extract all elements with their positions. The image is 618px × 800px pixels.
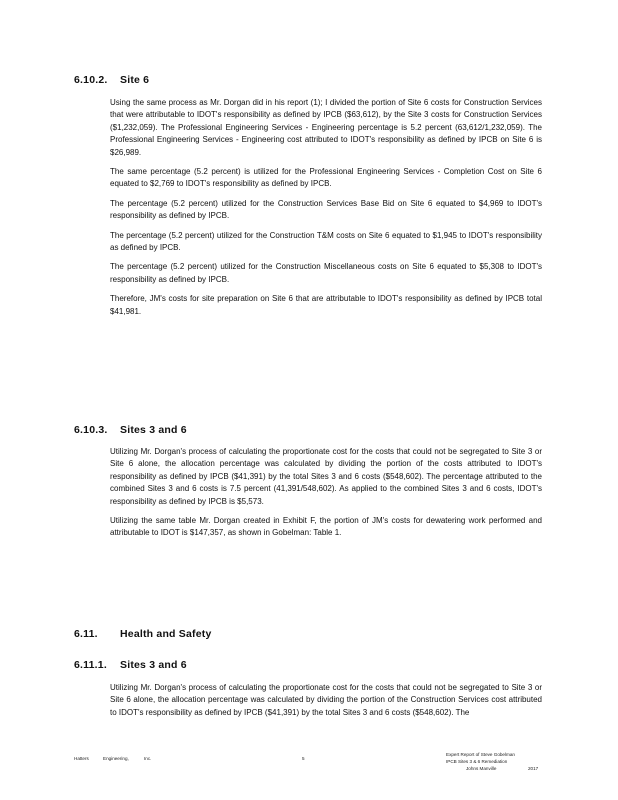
section-heading-6-10-3 bbox=[74, 424, 187, 436]
section-title: Sites 3 and 6 bbox=[120, 659, 187, 671]
section-number: 6.11. bbox=[74, 628, 98, 640]
section-title: Site 6 bbox=[120, 74, 150, 86]
paragraph: Utilizing the same table Mr. Dorgan created in Exhibit F, the portion of JM's costs for dewatering work performed and attributable to IDOT is $147,357, as shown in Gobelman: Table 1. bbox=[110, 516, 542, 538]
section-number: 6.10.2. bbox=[74, 74, 108, 86]
section-body-6-10-2 bbox=[110, 97, 542, 325]
section-body-6-10-3 bbox=[110, 446, 542, 547]
section-title: Sites 3 and 6 bbox=[120, 424, 187, 436]
footer-report-title: Expert Report of Steve Gobelman bbox=[446, 752, 515, 757]
paragraph: Utilizing Mr. Dorgan's process of calculating the proportionate cost for the costs that could not be segregated to Site 3 or Site 6 alone, the allocation percentage was calculated by dividing the portion of the costs attributed to IDOT's responsibility as defined by IPCB ($41,391) by the total Sites 3 and 6 costs ($548,602). The percentage attributed to the combined Sites 3 and 6 costs is 7.5 percent (41,391/548,602). As applied to the combined Sites 3 and 6 costs, IDOT's responsibility as defined by IPCB is $5,573. bbox=[110, 447, 542, 506]
section-title: Health and Safety bbox=[120, 628, 212, 640]
footer-company-suffix: Inc. bbox=[144, 756, 152, 761]
paragraph: The percentage (5.2 percent) utilized for the Construction T&M costs on Site 6 equated to $1,945 to IDOT's responsibility as defined by IPCB. bbox=[110, 230, 542, 253]
footer-page-number: 5 bbox=[302, 756, 305, 761]
footer-company-type: Engineering, bbox=[103, 756, 129, 761]
paragraph: The percentage (5.2 percent) utilized for the Construction Services Base Bid on Site 6 equated to $4,969 to IDOT's responsibility as defined by IPCB. bbox=[110, 198, 542, 221]
section-number: 6.11.1. bbox=[74, 659, 107, 671]
footer-report-subject: IPCB Sites 3 & 6 Remediation bbox=[446, 759, 508, 764]
footer-company-name: Hatters bbox=[74, 756, 89, 761]
paragraph: Therefore, JM's costs for site preparation on Site 6 that are attributable to IDOT's responsibility as defined by IPCB total $41,981. bbox=[110, 294, 542, 316]
footer-client: Johns Manville bbox=[466, 766, 497, 771]
section-body-6-11-1 bbox=[110, 682, 542, 726]
section-heading-6-11 bbox=[74, 628, 212, 640]
paragraph: Utilizing Mr. Dorgan's process of calculating the proportionate cost for the costs that could not be segregated to Site 3 or Site 6 alone, the allocation percentage was calculated by dividing the portion of the Construction Services cost attributed to IDOT's responsibility as defined by IPCB ($41,391) by the total Sites 3 and 6 costs ($548,602). The bbox=[110, 683, 542, 717]
paragraph: Using the same process as Mr. Dorgan did in his report (1); I divided the portion of Site 6 costs for Construction Services that were attributable to IDOT's responsibility as defined by IPCB ($63,612), by the Site 3 costs for Construction Services ($1,232,059). The Professional Engineering Services - Engineering percentage is 5.2 percent (63,612/1,232,059). The Professional Engineering Services - Engineering cost attributed to IDOT's responsibility as defined by IPCB on Site 6 is $26,989. bbox=[110, 98, 542, 157]
paragraph: The same percentage (5.2 percent) is utilized for the Professional Engineering Services - Completion Cost on Site 6 equated to $2,769 to IDOT's responsibility as defined by IPCB. bbox=[110, 167, 542, 189]
section-heading-6-10-2 bbox=[74, 74, 149, 86]
footer-year: 2017 bbox=[528, 766, 539, 771]
paragraph: The percentage (5.2 percent) utilized for the Construction Miscellaneous costs on Site 6 equated to $5,308 to IDOT's responsibility as defined by IPCB. bbox=[110, 262, 542, 284]
section-heading-6-11-1 bbox=[74, 659, 187, 671]
section-number: 6.10.3. bbox=[74, 424, 108, 436]
